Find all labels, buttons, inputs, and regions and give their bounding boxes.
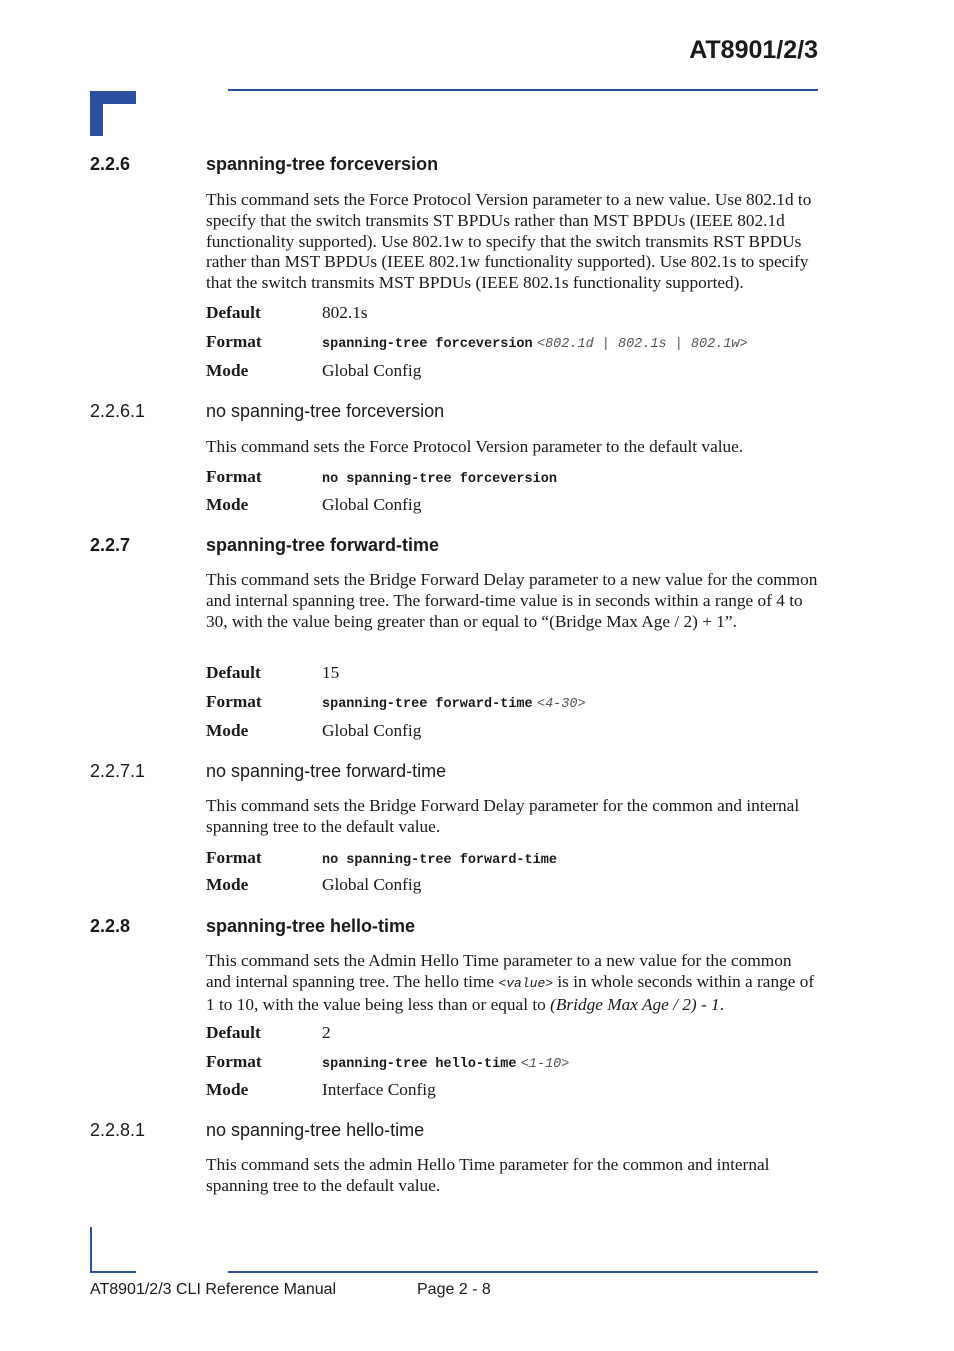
section-title: no spanning-tree hello-time	[206, 1120, 425, 1140]
format-label: Format	[206, 848, 262, 867]
footer-corner-horizontal	[90, 1271, 136, 1273]
default-value: 2	[322, 1023, 331, 1042]
format-label: Format	[206, 467, 262, 486]
section-title: no spanning-tree forceversion	[206, 401, 445, 421]
description-value-placeholder: <value>	[498, 975, 554, 991]
section-description: This command sets the Bridge Forward Delay parameter to a new value for the common and internal spanning tree. The forward-time value is in seconds within a range of 4 to 30, with the value being greater than or equal to “(Bridge Max Age / 2) + 1”.	[206, 570, 818, 631]
format-value	[322, 331, 748, 356]
section-description: This command sets the Force Protocol Version parameter to a new value. Use 802.1d to specify that the switch transmits ST BPDUs rather than MST BPDUs (IEEE 802.1d functionality supported). Use 802.1w to specify that the switch transmits RST BPDUs rather than MST BPDUs (IEEE 802.1w functionality supported). Use 802.1s to specify that the switch transmits MST BPDUs (IEEE 802.1s functionality supported).	[206, 190, 812, 293]
mode-value: Global Config	[322, 495, 422, 514]
section-number: 2.2.6	[90, 154, 131, 174]
section-number: 2.2.7	[90, 535, 131, 555]
format-argument: <4-30>	[536, 697, 586, 712]
format-value	[322, 691, 586, 716]
corner-mark-vertical	[90, 91, 103, 136]
format-command: no spanning-tree forward-time	[322, 853, 557, 868]
document-title: AT8901/2/3	[689, 36, 818, 64]
mode-value: Global Config	[322, 361, 422, 380]
default-value: 802.1s	[322, 303, 368, 322]
format-command: spanning-tree forceversion	[322, 337, 533, 352]
format-command: spanning-tree forward-time	[322, 697, 533, 712]
section-description	[206, 951, 818, 1015]
format-label: Format	[206, 332, 262, 351]
description-end: .	[719, 994, 725, 1014]
mode-label: Mode	[206, 361, 249, 380]
section-number: 2.2.8.1	[90, 1120, 146, 1140]
footer-corner-vertical	[90, 1227, 92, 1273]
description-formula: (Bridge Max Age / 2) - 1	[550, 994, 720, 1014]
format-argument: <802.1d | 802.1s | 802.1w>	[536, 337, 748, 352]
default-label: Default	[206, 303, 261, 322]
mode-label: Mode	[206, 875, 249, 894]
section-description: This command sets the Bridge Forward Delay parameter for the common and internal spanning tree to the default value.	[206, 796, 800, 836]
mode-label: Mode	[206, 1080, 249, 1099]
section-description: This command sets the admin Hello Time parameter for the common and internal spanning tree to the default value.	[206, 1155, 770, 1195]
description-text: is in whole seconds within a range of 1 to 10, with the value being less than or equal to	[206, 971, 815, 1014]
mode-label: Mode	[206, 721, 249, 740]
format-value	[322, 1051, 569, 1076]
format-argument: <1-10>	[520, 1057, 570, 1072]
mode-value: Global Config	[322, 721, 422, 740]
mode-value: Global Config	[322, 875, 422, 894]
footer-rule	[228, 1271, 818, 1273]
section-description: This command sets the Force Protocol Version parameter to the default value.	[206, 437, 744, 456]
section-title: spanning-tree forward-time	[206, 535, 440, 555]
section-number: 2.2.8	[90, 916, 131, 936]
section-number: 2.2.7.1	[90, 761, 146, 781]
section-number: 2.2.6.1	[90, 401, 146, 421]
default-label: Default	[206, 1023, 261, 1042]
format-label: Format	[206, 692, 262, 711]
mode-label: Mode	[206, 495, 249, 514]
mode-value: Interface Config	[322, 1080, 436, 1099]
footer-page-number: Page 2 - 8	[417, 1281, 491, 1298]
format-command: no spanning-tree forceversion	[322, 472, 557, 487]
format-command: spanning-tree hello-time	[322, 1057, 517, 1072]
default-value: 15	[322, 663, 340, 682]
section-title: spanning-tree hello-time	[206, 916, 416, 936]
description-text: This command sets the Admin Hello Time parameter to a new value for the common and internal spanning tree. The hello time	[206, 951, 792, 991]
format-label: Format	[206, 1052, 262, 1071]
default-label: Default	[206, 663, 261, 682]
format-value	[322, 466, 557, 491]
section-title: spanning-tree forceversion	[206, 154, 439, 174]
footer-manual-title: AT8901/2/3 CLI Reference Manual	[90, 1281, 337, 1298]
section-title: no spanning-tree forward-time	[206, 761, 447, 781]
format-value	[322, 847, 557, 872]
header-rule	[228, 89, 818, 91]
